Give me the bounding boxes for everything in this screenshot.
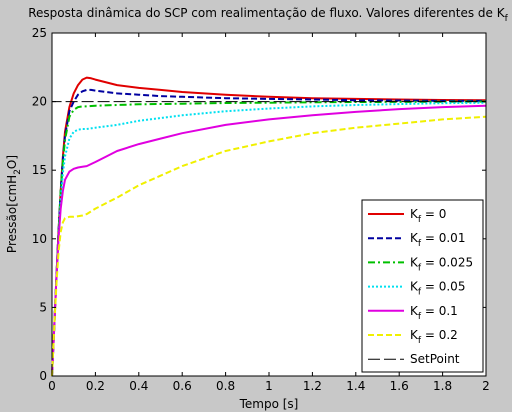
chart-title-subscript: f — [504, 14, 508, 24]
y-axis-label-subscript: 2 — [13, 169, 23, 175]
x-tick-label: 0.6 — [172, 379, 192, 393]
legend-label-6: SetPoint — [410, 352, 460, 367]
x-tick-label: 1.8 — [433, 379, 453, 393]
y-axis-label-main: Pressão[cmH — [5, 174, 19, 254]
chart-title-main: Resposta dinâmica do SCP com realimentação de fluxo. Valores diferentes de K — [28, 6, 505, 20]
y-tick-label: 10 — [31, 231, 47, 246]
y-tick-label: 20 — [31, 94, 47, 109]
x-tick-label: 0 — [48, 379, 56, 393]
x-tick-label: 0.8 — [216, 379, 236, 393]
legend-label-3: $K_f = 0.05$ — [410, 279, 466, 298]
x-tick-label: 0.4 — [129, 379, 149, 393]
y-tick-label: 25 — [31, 26, 47, 40]
legend — [362, 200, 483, 372]
y-tick-label: 5 — [39, 300, 47, 315]
y-tick-label: 0 — [39, 369, 47, 383]
x-tick-label: 1.2 — [302, 379, 322, 393]
x-tick-label: 2 — [482, 379, 490, 393]
y-axis-label-suffix: O] — [5, 154, 19, 170]
x-tick-label: 1.6 — [389, 379, 409, 393]
legend-label-4: $K_f = 0.1$ — [410, 303, 458, 322]
x-tick-label: 0.2 — [85, 379, 105, 393]
legend-label-2: $K_f = 0.025$ — [410, 255, 474, 274]
x-axis-label: Tempo [s] — [239, 397, 299, 411]
y-tick-label: 15 — [31, 163, 47, 178]
x-tick-label: 1.4 — [346, 379, 366, 393]
x-tick-label: 1 — [265, 379, 273, 393]
legend-label-5: $K_f = 0.2$ — [410, 328, 458, 346]
legend-label-0: $K_f = 0$ — [410, 207, 447, 225]
legend-label-1: $K_f = 0.01$ — [410, 231, 466, 250]
